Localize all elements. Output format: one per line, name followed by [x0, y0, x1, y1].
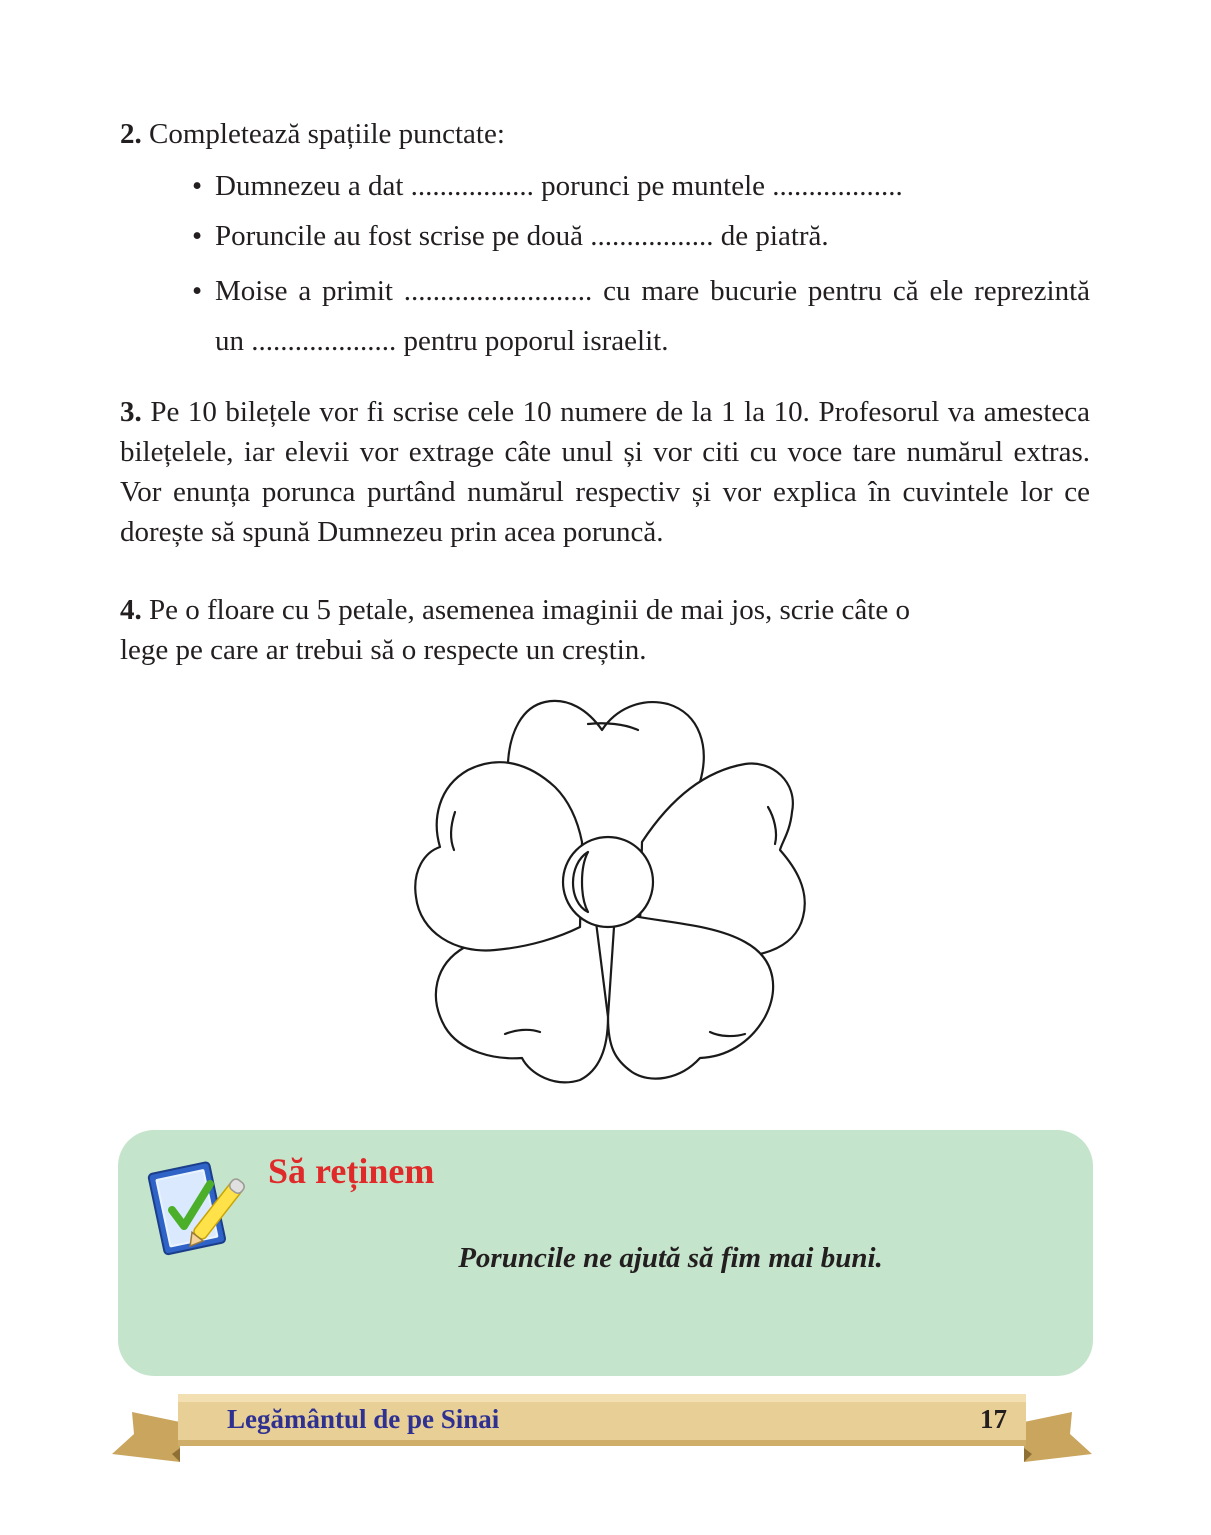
exercise-2 [120, 114, 1090, 154]
list-item [192, 166, 903, 206]
exercise-2-number: 2. [120, 118, 142, 150]
list-item-text: Poruncile au fost scrise pe două ................. de piatră. [215, 220, 829, 252]
exercise-4-number: 4. [120, 594, 142, 626]
bullet-icon: • [192, 220, 203, 252]
exercise-3-text: Pe 10 bilețele vor fi scrise cele 10 numere de la 1 la 10. Profesorul va amesteca bilețelele, iar elevii vor extrage câte unul și vor citi cu voce tare numărul extras. Vor enunța porunca purtând numărul respectiv și vor explica în cuvintele lor ce dorește să spună Dumnezeu prin acea poruncă. [120, 396, 1091, 548]
exercise-4-line-1: Pe o floare cu 5 petale, asemenea imaginii de mai jos, scrie câte o [149, 594, 910, 626]
five-petal-flower-drawing [410, 692, 810, 1088]
bullet-icon: • [192, 275, 203, 307]
flower-petal-left [415, 762, 582, 950]
page-number: 17 [980, 1404, 1007, 1434]
list-item-text: Dumnezeu a dat ................. porunci pe muntele .................. [215, 170, 903, 202]
exercise-4 [120, 590, 1090, 670]
ribbon-tail-left [112, 1412, 180, 1462]
exercise-3 [120, 392, 1090, 552]
exercise-2-prompt: Completează spațiile punctate: [149, 118, 505, 150]
remember-text: Poruncile ne ajută să fim mai buni. [458, 1242, 883, 1274]
list-item [192, 216, 829, 256]
bullet-icon: • [192, 170, 203, 202]
remember-box [118, 1130, 1093, 1376]
footer-title: Legământul de pe Sinai [227, 1404, 500, 1434]
list-item-text: Moise a primit .......................... cu mare bucurie pentru că ele reprezintă un .................... pentru poporul israelit. [215, 275, 1090, 357]
list-item [192, 266, 1090, 366]
exercise-4-line-2: lege pe care ar trebui să o respecte un creștin. [120, 634, 647, 666]
remember-title: Să reținem [268, 1151, 435, 1191]
ribbon-tail-right [1024, 1412, 1092, 1462]
exercise-3-number: 3. [120, 396, 142, 428]
flower-center [563, 837, 653, 927]
